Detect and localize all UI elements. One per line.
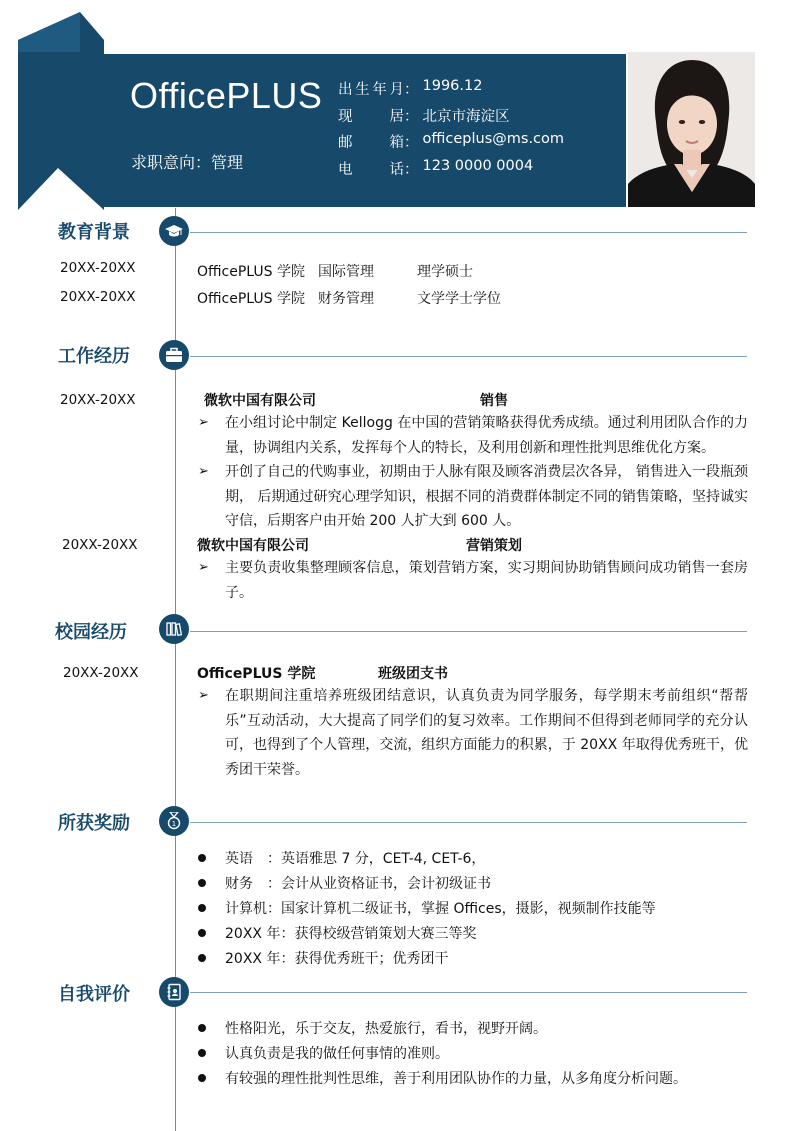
education-degree: 文学学士学位 xyxy=(417,291,501,307)
list-item: 20XX 年：获得校级营销策划大赛三等奖 xyxy=(198,920,656,945)
info-email: 邮 箱 ： officeplus@ms.com xyxy=(338,131,564,158)
section-divider xyxy=(190,356,747,357)
work-company: 微软中国有限公司 xyxy=(197,538,309,554)
campus-role: 班级团支书 xyxy=(378,666,448,682)
list-item: 财务 ：会计从业资格证书，会计初级证书 xyxy=(198,870,656,895)
info-birth-value: 1996.12 xyxy=(422,78,483,94)
list-item: 20XX 年：获得优秀班干；优秀团干 xyxy=(198,945,656,970)
job-intent: 求职意向：管理 xyxy=(131,153,244,172)
awards-list xyxy=(198,845,656,970)
info-phone: 电 话 ： 123 0000 0004 xyxy=(338,158,564,185)
campus-point: ➢ 在职期间注重培养班级团结意识，认真负责为同学服务，每学期末考前组织“帮帮乐”互动活动，大大提高了同学们的复习效率。工作期间不但得到老师同学的充分认可，也得到了个人管理，交流，组织方面能力的积累，于 20XX 年取得优秀班干，优秀团干荣誉。 xyxy=(198,684,748,782)
info-phone-value: 123 0000 0004 xyxy=(422,157,534,174)
education-major: 财务管理 xyxy=(318,291,374,307)
graduation-cap-icon xyxy=(159,216,189,246)
section-title-campus: 校园经历 xyxy=(55,622,127,643)
section-title-education: 教育背景 xyxy=(58,222,130,243)
campus-date: 20XX-20XX xyxy=(63,665,139,681)
work-point: ➢ 开创了自己的代购事业，初期由于人脉有限及顾客消费层次各异， 销售进入一段瓶颈期， 后期通过研究心理学知识，根据不同的消费群体制定不同的销售策略，坚持诚实守信，后期客户由开始 200 人扩大到 600 人。 xyxy=(198,460,748,534)
info-birth: 出 生 年 月 ： 1996.12 xyxy=(338,78,564,105)
education-degree: 理学硕士 xyxy=(417,264,473,280)
education-school: OfficePLUS 学院 xyxy=(197,291,305,307)
svg-text:1: 1 xyxy=(171,820,177,828)
medal-icon xyxy=(159,806,189,836)
self-evaluation-list xyxy=(198,1015,687,1090)
notebook-icon xyxy=(159,977,189,1007)
section-title-work: 工作经历 xyxy=(58,346,130,367)
personal-info xyxy=(338,78,564,184)
briefcase-icon xyxy=(159,340,189,370)
education-major: 国际管理 xyxy=(318,264,374,280)
section-divider xyxy=(190,631,747,632)
section-title-awards: 所获奖励 xyxy=(58,813,130,834)
list-item: 性格阳光，乐于交友，热爱旅行，看书，视野开阔。 xyxy=(198,1015,687,1040)
work-role: 营销策划 xyxy=(466,538,522,554)
section-title-self: 自我评价 xyxy=(58,984,130,1005)
profile-photo xyxy=(628,52,755,207)
list-item: 计算机：国家计算机二级证书，掌握 Offices，摄影，视频制作技能等 xyxy=(198,895,656,920)
work-company: 微软中国有限公司 xyxy=(204,393,316,409)
arrow-bullet-icon: ➢ xyxy=(198,415,209,430)
info-address-value: 北京市海淀区 xyxy=(422,108,510,125)
arrow-bullet-icon: ➢ xyxy=(198,560,209,575)
work-point: ➢ 主要负责收集整理顾客信息，策划营销方案，实习期间协助销售顾问成功销售一套房子。 xyxy=(198,556,748,605)
section-divider xyxy=(190,992,747,993)
section-divider xyxy=(190,232,747,233)
education-date: 20XX-20XX xyxy=(60,260,136,276)
education-date: 20XX-20XX xyxy=(60,289,136,305)
list-item: 认真负责是我的做任何事情的准则。 xyxy=(198,1040,687,1065)
work-role: 销售 xyxy=(480,393,508,409)
candidate-name: OfficePLUS xyxy=(130,75,323,116)
campus-org: OfficePLUS 学院 xyxy=(197,666,316,682)
arrow-bullet-icon: ➢ xyxy=(198,688,209,703)
info-email-value: officeplus@ms.com xyxy=(422,131,565,147)
section-divider xyxy=(190,822,747,823)
arrow-bullet-icon: ➢ xyxy=(198,464,209,479)
work-date: 20XX-20XX xyxy=(60,392,136,408)
work-point: ➢ 在小组讨论中制定 Kellogg 在中国的营销策略获得优秀成绩。通过利用团队合作的力量，协调组内关系，发挥每个人的特长，及利用创新和理性批判思维优化方案。 xyxy=(198,411,748,460)
education-school: OfficePLUS 学院 xyxy=(197,264,305,280)
list-item: 有较强的理性批判性思维，善于利用团队协作的力量，从多角度分析问题。 xyxy=(198,1065,687,1090)
info-address: 现 居 ： 北京市海淀区 xyxy=(338,105,564,132)
books-icon xyxy=(159,614,189,644)
header-ribbon xyxy=(18,0,108,210)
work-date: 20XX-20XX xyxy=(62,537,138,553)
list-item: 英语 ：英语雅思 7 分，CET-4, CET-6， xyxy=(198,845,656,870)
